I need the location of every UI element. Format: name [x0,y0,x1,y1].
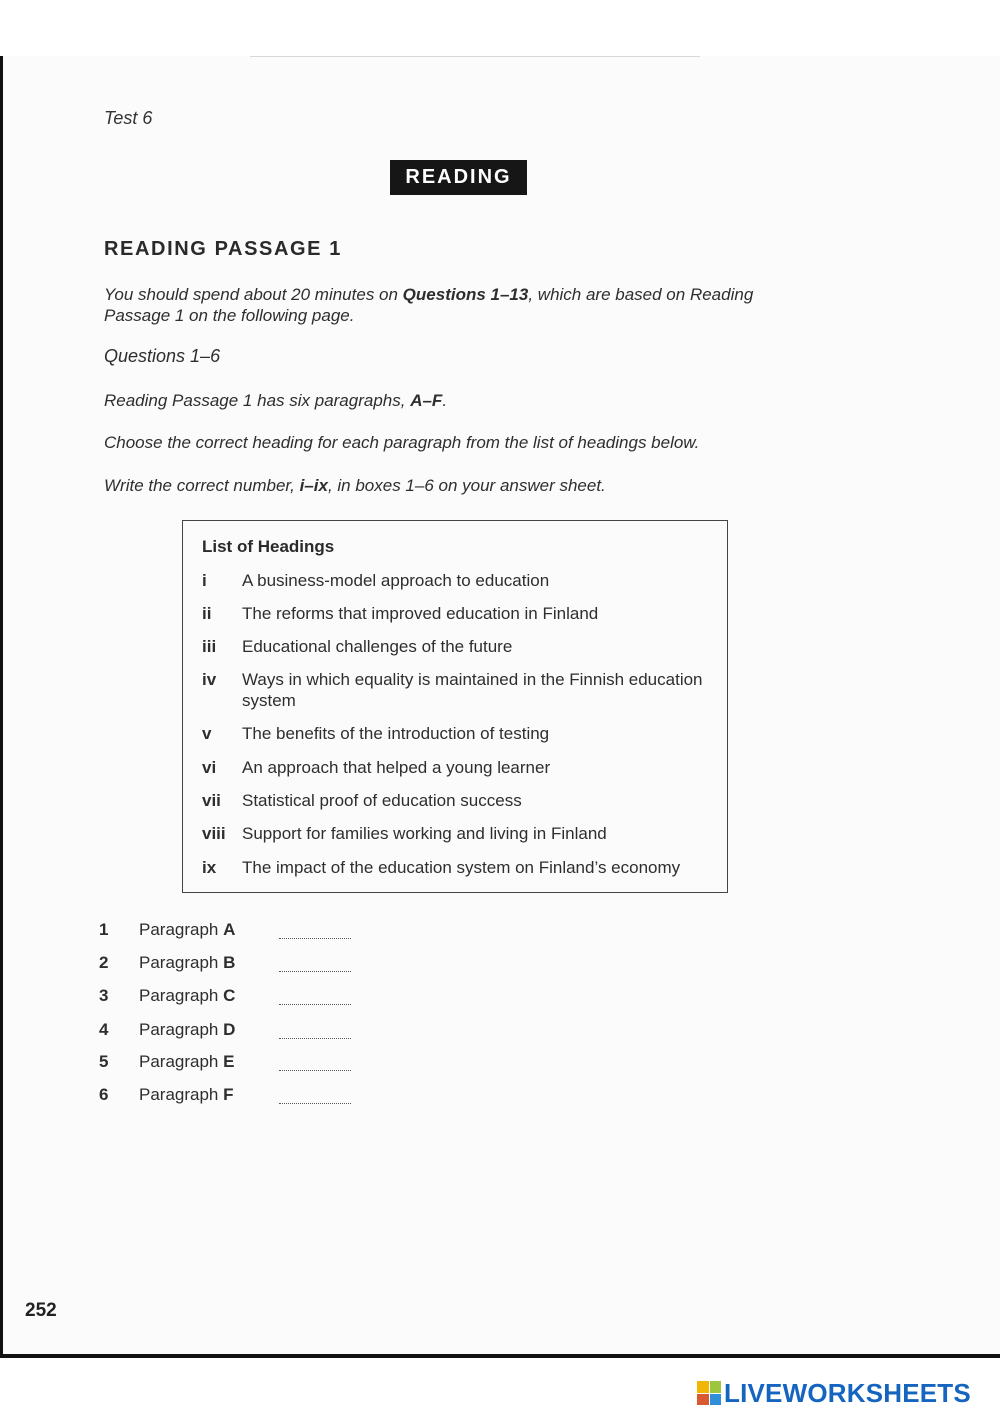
paragraphs-instruction [104,390,447,411]
heading-number: viii [202,824,226,843]
passage-title: READING PASSAGE 1 [104,238,342,260]
heading-text: Support for families working and living in Finland [242,824,607,843]
heading-number: vii [202,791,221,810]
heading-text: The impact of the education system on Finland’s economy [242,858,681,877]
paragraph-word: Paragraph [139,986,219,1005]
heading-number: iii [202,637,217,656]
time-instruction [104,284,764,326]
write-instruction-range: i–ix [299,476,328,495]
question-row [99,1052,399,1076]
headings-list-box [182,520,728,893]
heading-text: The benefits of the introduction of testing [242,724,550,743]
liveworksheets-logo[interactable] [697,1378,993,1408]
heading-number: ix [202,858,217,877]
question-row [99,953,399,977]
paragraph-word: Paragraph [139,1052,219,1071]
question-label [139,920,235,940]
write-instruction-part2: , in boxes 1–6 on your answer sheet. [327,476,606,495]
paragraph-word: Paragraph [139,953,219,972]
answer-blank[interactable] [279,990,351,1005]
time-instruction-part2: , which are based on Reading Passage 1 on the following page. [104,285,754,325]
question-row [99,1085,399,1109]
logo-mark-icon [697,1381,721,1405]
question-number: 4 [99,1020,109,1039]
question-number: 6 [99,1085,109,1104]
time-instruction-questions: Questions 1–13 [402,285,529,304]
answer-blank[interactable] [279,1056,351,1071]
heading-number: i [202,571,207,590]
section-badge [390,160,527,195]
question-label [139,1085,234,1105]
question-label [139,1052,234,1072]
headings-list-title: List of Headings [202,537,335,556]
page-number: 252 [25,1300,57,1321]
question-number: 2 [99,953,109,972]
paragraph-letter: E [223,1052,235,1071]
question-row [99,986,399,1010]
heading-text: A business-model approach to education [242,571,550,590]
page-left-edge [0,56,3,1358]
question-label [139,986,235,1006]
logo-text: LIVEWORKSHEETS [724,1377,971,1408]
paragraph-word: Paragraph [139,1085,219,1104]
paragraph-letter: B [223,953,236,972]
answer-blank[interactable] [279,1024,351,1039]
heading-text: Ways in which equality is maintained in the Finnish education system [242,670,703,710]
scan-top-margin [0,0,1000,56]
section-badge-label: READING [405,166,512,188]
paragraphs-instruction-part2: . [442,391,448,410]
questions-range: Questions 1–6 [104,346,221,366]
paragraph-word: Paragraph [139,920,219,939]
question-number: 1 [99,920,109,939]
heading-text: The reforms that improved education in Finland [242,604,599,623]
write-instruction-part1: Write the correct number, [104,476,300,495]
paragraphs-instruction-part1: Reading Passage 1 has six paragraphs, [104,391,411,410]
choose-instruction: Choose the correct heading for each paragraph from the list of headings below. [104,433,700,452]
answer-blank[interactable] [279,1089,351,1104]
question-number: 3 [99,986,109,1005]
paragraph-word: Paragraph [139,1020,219,1039]
paragraph-letter: D [223,1020,236,1039]
heading-number: vi [202,758,217,777]
question-label [139,1020,235,1040]
heading-number: iv [202,670,217,689]
paragraph-letter: C [223,986,236,1005]
write-instruction [104,475,606,496]
question-number: 5 [99,1052,109,1071]
paragraph-letter: A [223,920,236,939]
test-label: Test 6 [104,108,153,128]
question-row [99,1020,399,1044]
heading-text: Statistical proof of education success [242,791,522,810]
heading-number: ii [202,604,212,623]
paragraph-letter: F [223,1085,234,1104]
paragraphs-instruction-range: A–F [410,391,443,410]
heading-number: v [202,724,212,743]
question-label [139,953,235,973]
heading-text: Educational challenges of the future [242,637,513,656]
question-row [99,920,399,944]
heading-text: An approach that helped a young learner [242,758,551,777]
answer-blank[interactable] [279,924,351,939]
time-instruction-part1: You should spend about 20 minutes on [104,285,403,304]
answer-blank[interactable] [279,957,351,972]
scan-top-line [250,56,700,57]
